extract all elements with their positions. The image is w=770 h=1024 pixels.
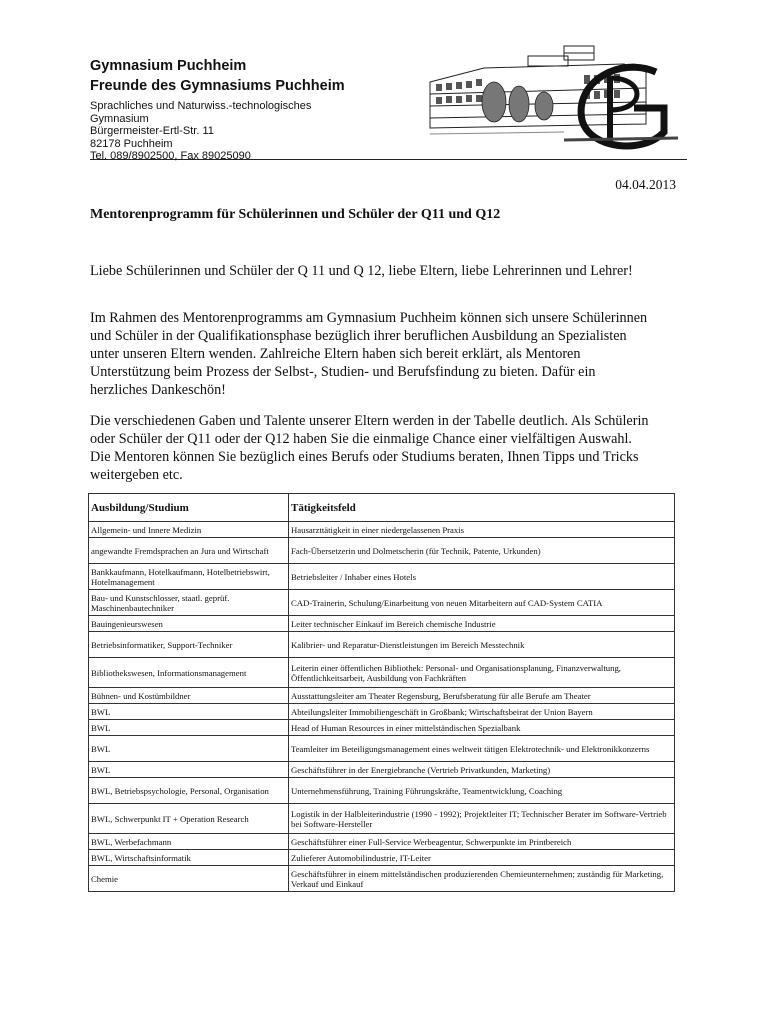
table-body — [89, 522, 675, 892]
cell-taetigkeitsfeld: Abteilungsleiter Immobiliengeschäft in Großbank; Wirtschaftsbeirat der Union Bayern — [289, 704, 675, 720]
table-row — [89, 538, 675, 564]
table-row — [89, 704, 675, 720]
cell-taetigkeitsfeld: Geschäftsführer einer Full-Service Werbeagentur, Schwerpunkte im Printbereich — [289, 834, 675, 850]
cell-taetigkeitsfeld: Ausstattungsleiter am Theater Regensburg, Berufsberatung für alle Berufe am Theater — [289, 688, 675, 704]
cell-taetigkeitsfeld: Zulieferer Automobilindustrie, IT-Leiter — [289, 850, 675, 866]
table-row — [89, 590, 675, 616]
school-name: Gymnasium Puchheim — [90, 58, 247, 74]
paragraph-table-intro: Die verschiedenen Gaben und Talente unserer Eltern werden in der Tabelle deutlich. Als Schülerin oder Schüler der Q11 oder der Q12 haben Sie die einmalige Chance einer vielfältigen Auswahl. Die Mentoren können Sie bezüglich eines Berufs oder Studiums beraten, Ihnen Tipps und Tricks weitergeben etc. — [90, 413, 649, 483]
cell-ausbildung: Betriebsinformatiker, Support-Techniker — [89, 632, 289, 658]
header-ausbildung: Ausbildung/Studium — [89, 494, 289, 522]
cell-ausbildung: BWL — [89, 762, 289, 778]
cell-ausbildung: BWL, Wirtschaftsinformatik — [89, 850, 289, 866]
cell-ausbildung: Bühnen- und Kostümbildner — [89, 688, 289, 704]
table-row — [89, 804, 675, 834]
table-row — [89, 658, 675, 688]
cell-taetigkeitsfeld: Kalibrier- und Reparatur-Dienstleistungen im Bereich Messtechnik — [289, 632, 675, 658]
cell-ausbildung: BWL, Werbefachmann — [89, 834, 289, 850]
cell-ausbildung: Bauingenieurswesen — [89, 616, 289, 632]
school-type-line2: Gymnasium — [90, 112, 149, 125]
phone-fax: Tel. 089/8902500, Fax 89025090 — [90, 150, 251, 163]
cell-ausbildung: Bau- und Kunstschlosser, staatl. geprüf. Maschinenbautechniker — [89, 590, 289, 616]
cell-taetigkeitsfeld: Unternehmensführung, Training Führungskräfte, Teamentwicklung, Coaching — [289, 778, 675, 804]
letterhead-divider — [90, 159, 687, 160]
paragraph-intro: Im Rahmen des Mentorenprogramms am Gymnasium Puchheim können sich unsere Schülerinnen und Schüler in der Qualifikationsphase bezüglich ihrer beruflichen Ausbildung an Spezialisten unter unseren Eltern wenden. Zahlreiche Eltern haben sich bereit erklärt, als Mentoren Unterstützung beim Prozess der Selbst-, Studien- und Berufsfindung zu bieten. Dafür ein herzliches Dankeschön! — [90, 310, 648, 398]
table-header-row — [89, 494, 675, 522]
cell-ausbildung: Bankkaufmann, Hotelkaufmann, Hotelbetriebswirt, Hotelmanagement — [89, 564, 289, 590]
cell-taetigkeitsfeld: Hausarzttätigkeit in einer niedergelassenen Praxis — [289, 522, 675, 538]
association-name: Freunde des Gymnasiums Puchheim — [90, 78, 345, 94]
cell-taetigkeitsfeld: Teamleiter im Beteiligungsmanagement eines weltweit tätigen Elektrotechnik- und Elektronikkonzerns — [289, 736, 675, 762]
cell-ausbildung: BWL, Betriebspsychologie, Personal, Organisation — [89, 778, 289, 804]
table-row — [89, 762, 675, 778]
cell-ausbildung: Chemie — [89, 866, 289, 892]
letter-date: 04.04.2013 — [615, 177, 676, 192]
table-row — [89, 778, 675, 804]
table-row — [89, 720, 675, 736]
cell-taetigkeitsfeld: Geschäftsführer in der Energiebranche (Vertrieb Privatkunden, Marketing) — [289, 762, 675, 778]
cell-ausbildung: BWL, Schwerpunkt IT + Operation Research — [89, 804, 289, 834]
table-row — [89, 866, 675, 892]
cell-taetigkeitsfeld: CAD-Trainerin, Schulung/Einarbeitung von neuen Mitarbeitern auf CAD-System CATIA — [289, 590, 675, 616]
cell-taetigkeitsfeld: Fach-Übersetzerin und Dolmetscherin (für Technik, Patente, Urkunden) — [289, 538, 675, 564]
letter-subject: Mentorenprogramm für Schülerinnen und Schüler der Q11 und Q12 — [90, 207, 501, 222]
table-row — [89, 736, 675, 762]
cell-taetigkeitsfeld: Geschäftsführer in einem mittelständischen produzierenden Chemieunternehmen; zuständig für Marketing, Verkauf und Einkauf — [289, 866, 675, 892]
cell-ausbildung: BWL — [89, 736, 289, 762]
school-building-logo — [424, 42, 678, 156]
cell-ausbildung: Allgemein- und Innere Medizin — [89, 522, 289, 538]
table-row — [89, 564, 675, 590]
mentor-table — [88, 493, 675, 892]
street-address: Bürgermeister-Ertl-Str. 11 — [90, 125, 214, 138]
table-row — [89, 522, 675, 538]
cell-taetigkeitsfeld: Head of Human Resources in einer mittelständischen Spezialbank — [289, 720, 675, 736]
city-address: 82178 Puchheim — [90, 137, 173, 150]
cell-ausbildung: angewandte Fremdsprachen an Jura und Wirtschaft — [89, 538, 289, 564]
cell-taetigkeitsfeld: Logistik in der Halbleiterindustrie (1990 - 1992); Projektleiter IT; Technischer Berater im Software-Vertrieb bei Software-Hersteller — [289, 804, 675, 834]
school-type-line1: Sprachliches und Naturwiss.-technologisches — [90, 100, 312, 112]
cell-ausbildung: BWL — [89, 704, 289, 720]
salutation: Liebe Schülerinnen und Schüler der Q 11 und Q 12, liebe Eltern, liebe Lehrerinnen und Lehrer! — [90, 263, 633, 279]
cell-taetigkeitsfeld: Betriebsleiter / Inhaber eines Hotels — [289, 564, 675, 590]
table-row — [89, 688, 675, 704]
letterhead-text — [90, 56, 345, 163]
cell-taetigkeitsfeld: Leiter technischer Einkauf im Bereich chemische Industrie — [289, 616, 675, 632]
table-row — [89, 616, 675, 632]
table-row — [89, 834, 675, 850]
table-row — [89, 850, 675, 866]
cell-ausbildung: Bibliothekswesen, Informationsmanagement — [89, 658, 289, 688]
table-row — [89, 632, 675, 658]
cell-taetigkeitsfeld: Leiterin einer öffentlichen Bibliothek: Personal- und Organisationsplanung, Finanzverwaltung, Öffentlichkeitsarbeit, Ausbildung von Fachkräften — [289, 658, 675, 688]
letterhead — [90, 56, 690, 163]
header-taetigkeitsfeld: Tätigkeitsfeld — [289, 494, 675, 522]
cell-ausbildung: BWL — [89, 720, 289, 736]
